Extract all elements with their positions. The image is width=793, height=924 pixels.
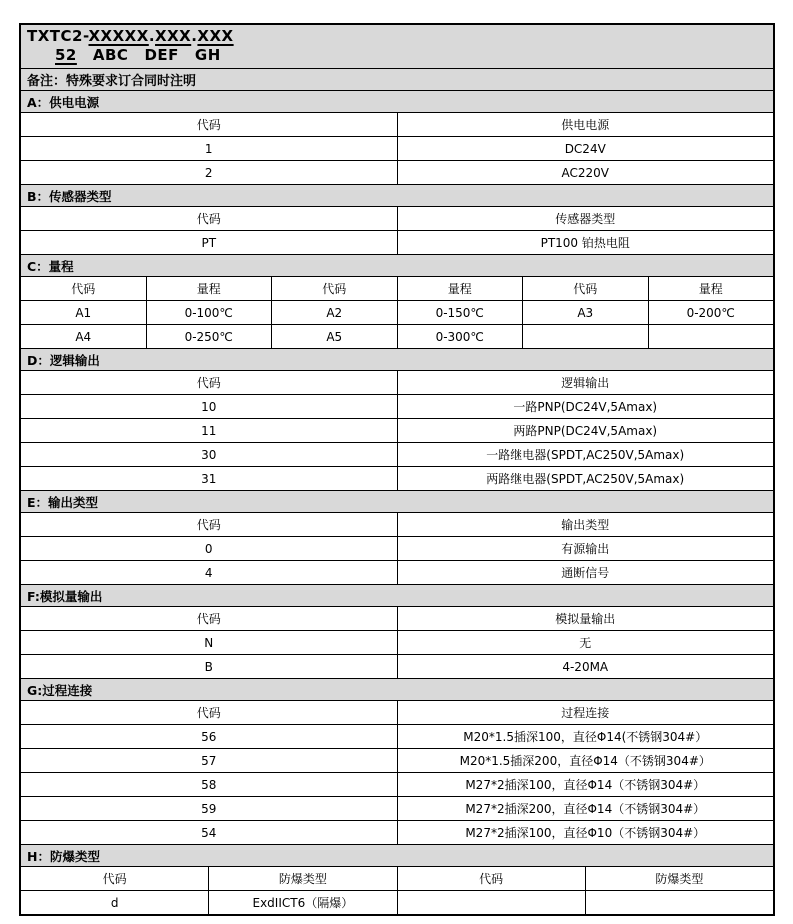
column-header: 代码 <box>196 518 221 532</box>
model-number-line <box>27 27 773 46</box>
value-cell: M27*2插深100，直径Φ10（不锈钢304#） <box>397 821 774 844</box>
section-f-title: F:模拟量输出 <box>21 584 773 606</box>
column-header: 代码 <box>196 376 221 390</box>
value-cell: M27*2插深200，直径Φ14（不锈钢304#） <box>397 797 774 820</box>
code-cell: 59 <box>201 801 217 816</box>
section-c-header-row <box>21 276 773 300</box>
column-header: 代码 <box>271 277 397 300</box>
value-cell: AC220V <box>397 161 774 184</box>
model-group-gh: GH <box>194 46 221 64</box>
section-h-header-row <box>21 866 773 890</box>
model-segment-1: XXXXX <box>88 27 149 45</box>
value-cell: 通断信号 <box>397 561 774 584</box>
column-header: 代码 <box>196 212 221 226</box>
table-row <box>21 748 773 772</box>
section-e-title: E：输出类型 <box>21 490 773 512</box>
code-cell: 0 <box>204 541 213 556</box>
column-header: 传感器类型 <box>397 207 774 230</box>
code-cell: N <box>204 635 214 650</box>
code-cell: PT <box>201 235 217 250</box>
table-row <box>21 796 773 820</box>
code-cell: 30 <box>201 447 217 462</box>
code-cell: 10 <box>201 399 217 414</box>
code-cell: 56 <box>201 729 217 744</box>
section-f-header-row <box>21 606 773 630</box>
column-header: 防爆类型 <box>585 867 773 890</box>
column-header: 代码 <box>522 277 648 300</box>
table-row <box>21 324 773 348</box>
value-cell: 4-20MA <box>397 655 774 678</box>
value-cell: 两路PNP(DC24V,5Amax) <box>397 419 774 442</box>
note-row <box>21 68 773 90</box>
table-row <box>21 394 773 418</box>
model-segment-3: XXX <box>197 27 234 45</box>
column-header: 量程 <box>648 277 774 300</box>
section-g-title: G:过程连接 <box>21 678 773 700</box>
table-row <box>21 820 773 844</box>
section-c-title: C：量程 <box>21 254 773 276</box>
column-header: 量程 <box>146 277 272 300</box>
code-cell: 2 <box>204 165 213 180</box>
table-row <box>21 772 773 796</box>
model-segment-2: XXX <box>155 27 192 45</box>
code-cell: 57 <box>201 753 217 768</box>
column-header: 代码 <box>102 872 127 886</box>
value-cell: 0-150℃ <box>397 301 523 324</box>
column-header: 防爆类型 <box>208 867 396 890</box>
column-header: 代码 <box>196 118 221 132</box>
column-header: 代码 <box>196 706 221 720</box>
table-row <box>21 442 773 466</box>
value-cell: M27*2插深100，直径Φ14（不锈钢304#） <box>397 773 774 796</box>
section-d-header-row <box>21 370 773 394</box>
product-selection-table <box>19 23 775 916</box>
value-cell: ExdIICT6（隔爆） <box>208 891 396 914</box>
section-g-header-row <box>21 700 773 724</box>
section-b-title: B：传感器类型 <box>21 184 773 206</box>
note-text: 备注：特殊要求订合同时注明 <box>27 74 197 89</box>
model-dot: . <box>148 27 156 45</box>
table-row <box>21 418 773 442</box>
column-header: 供电电源 <box>397 113 774 136</box>
value-cell: 0-100℃ <box>146 301 272 324</box>
code-cell: B <box>204 659 213 674</box>
code-cell: A2 <box>271 301 397 324</box>
value-cell <box>585 891 773 914</box>
section-h-title: H：防爆类型 <box>21 844 773 866</box>
code-cell: A5 <box>271 325 397 348</box>
code-cell: A4 <box>75 329 92 344</box>
section-a-title: A：供电电源 <box>21 90 773 112</box>
value-cell: 有源输出 <box>397 537 774 560</box>
table-row <box>21 466 773 490</box>
code-cell: A1 <box>75 305 92 320</box>
value-cell: 0-250℃ <box>146 325 272 348</box>
column-header: 逻辑输出 <box>397 371 774 394</box>
model-code-52: 52 <box>55 46 77 64</box>
model-code-line <box>27 46 773 65</box>
table-row <box>21 300 773 324</box>
value-cell: DC24V <box>397 137 774 160</box>
table-row <box>21 724 773 748</box>
section-d-title: D：逻辑输出 <box>21 348 773 370</box>
table-row <box>21 230 773 254</box>
code-cell: A3 <box>522 301 648 324</box>
section-e-header-row <box>21 512 773 536</box>
section-b-header-row <box>21 206 773 230</box>
column-header: 量程 <box>397 277 523 300</box>
model-group-abc: ABC <box>92 46 129 64</box>
value-cell <box>648 325 774 348</box>
table-row <box>21 654 773 678</box>
column-header: 代码 <box>196 612 221 626</box>
model-prefix: TXTC2- <box>27 27 89 45</box>
column-header: 代码 <box>397 867 585 890</box>
value-cell: 无 <box>397 631 774 654</box>
value-cell: M20*1.5插深100，直径Φ14(不锈钢304#） <box>397 725 774 748</box>
code-cell: 4 <box>204 565 213 580</box>
table-row <box>21 890 773 914</box>
table-row <box>21 630 773 654</box>
table-row <box>21 536 773 560</box>
code-cell <box>397 891 585 914</box>
table-row <box>21 136 773 160</box>
column-header: 模拟量输出 <box>397 607 774 630</box>
value-cell: PT100 铂热电阻 <box>397 231 774 254</box>
value-cell: 两路继电器(SPDT,AC250V,5Amax) <box>397 467 774 490</box>
model-group-def: DEF <box>144 46 179 64</box>
model-code-block <box>21 25 773 68</box>
table-row <box>21 560 773 584</box>
value-cell: 0-200℃ <box>648 301 774 324</box>
table-row <box>21 160 773 184</box>
code-cell: 54 <box>201 825 217 840</box>
code-cell: 31 <box>201 471 217 486</box>
column-header: 输出类型 <box>397 513 774 536</box>
value-cell: M20*1.5插深200，直径Φ14（不锈钢304#） <box>397 749 774 772</box>
code-cell: 11 <box>201 423 217 438</box>
value-cell: 一路PNP(DC24V,5Amax) <box>397 395 774 418</box>
code-cell: d <box>110 895 119 910</box>
column-header: 代码 <box>71 282 96 296</box>
code-cell: 58 <box>201 777 217 792</box>
code-cell <box>522 325 648 348</box>
value-cell: 一路继电器(SPDT,AC250V,5Amax) <box>397 443 774 466</box>
code-cell: 1 <box>204 141 213 156</box>
section-a-header-row <box>21 112 773 136</box>
column-header: 过程连接 <box>397 701 774 724</box>
model-dot: . <box>191 27 198 45</box>
value-cell: 0-300℃ <box>397 325 523 348</box>
